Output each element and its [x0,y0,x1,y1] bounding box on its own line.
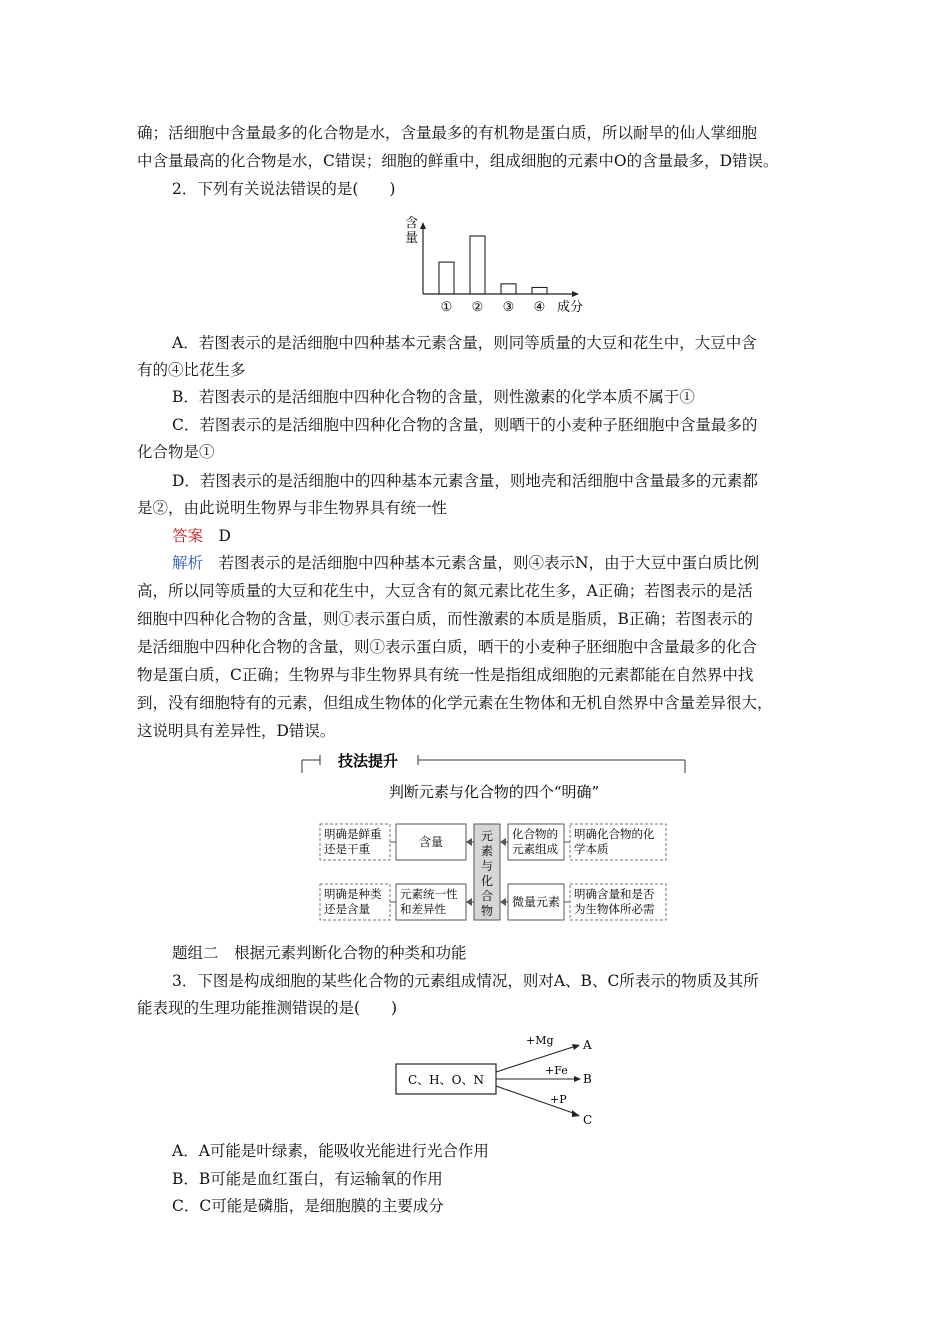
q2-analysis-line2: 高，所以同等质量的大豆和花生中，大豆含有的氮元素比花生多，A正确；若图表示的是活 [137,582,753,600]
tick-label-2: ② [471,300,484,315]
bar-4 [532,287,547,294]
skill-box [298,748,690,928]
q3-option-c: C．C可能是磷脂，是细胞膜的主要成分 [172,1197,444,1215]
q2-option-a-line2: 有的④比花生多 [137,361,246,379]
answer-value: D [218,527,231,545]
skill-title: 判断元素与化合物的四个“明确” [388,783,600,801]
br-outer-1: 明确含量和是否 [574,887,655,901]
analysis-text-0: 若图表示的是活细胞中四种基本元素含量，则④表示N，由于大豆中蛋白质比例 [218,554,760,572]
skill-header: 技法提升 [338,752,399,770]
q2-analysis-line3: 细胞中四种化合物的含量，则①表示蛋白质，而性激素的本质是脂质，B正确；若图表示的 [137,610,753,628]
q2-analysis-line5: 物是蛋白质，C正确；生物界与非生物界具有统一性是指组成细胞的元素都能在自然界中找 [137,666,754,684]
center-char-6: 物 [480,904,494,918]
tr-outer-2: 学本质 [574,842,609,856]
q3-option-b: B．B可能是血红蛋白，有运输氧的作用 [172,1170,443,1188]
q2-option-c-line1: C．若图表示的是活细胞中四种化合物的含量，则晒干的小麦种子胚细胞中含量最多的 [172,416,758,434]
tr-inner-2: 元素组成 [512,842,558,856]
tr-inner-1: 化合物的 [512,827,558,841]
br-outer-2: 为生物体所必需 [574,902,655,916]
intro-line-2: 中含量最高的化合物是水，C错误；细胞的鲜重中，组成细胞的元素中O的含量最多，D错误。 [137,152,779,170]
bl-inner-1: 元素统一性 [400,887,458,901]
q2-analysis-line7: 这说明具有差异性，D错误。 [137,722,336,740]
answer-label: 答案 [172,527,204,545]
bar-3 [501,284,516,294]
center-char-5: 合 [480,889,494,903]
tick-label-1: ① [440,300,453,315]
chart-y-arrow [420,222,426,229]
q2-analysis-line6: 到，没有细胞特有的元素，但组成生物体的化学元素在生物体和无机自然界中含量差异很大， [137,694,773,712]
chart-ylabel-bottom: 量 [405,231,419,246]
label-p: +P [550,1093,567,1106]
label-a: A [583,1038,592,1052]
chart-xlabel: 成分 [557,300,584,315]
br-inner: 微量元素 [511,895,561,909]
tl-outer-1: 明确是鲜重 [324,827,382,841]
q2-analysis-line4: 是活细胞中四种化合物的含量，则①表示蛋白质，晒干的小麦种子胚细胞中含量最多的化合 [137,638,758,656]
chart-ylabel-top: 含 [405,216,419,231]
bl-outer-2: 还是含量 [324,902,370,916]
bl-inner-2: 和差异性 [400,902,446,916]
center-char-1: 元 [480,829,494,843]
q3-diagram [390,1030,610,1130]
q2-analysis-line1 [172,552,759,574]
q2-option-d-line1: D．若图表示的是活细胞中的四种基本元素含量，则地壳和活细胞中含量最多的元素都 [172,472,758,490]
q2-option-d-line2: 是②，由此说明生物界与非生物界具有统一性 [137,499,448,517]
label-b: B [583,1072,592,1086]
q2-option-a-line1: A．若图表示的是活细胞中四种基本元素含量，则同等质量的大豆和花生中，大豆中含 [172,334,757,352]
q2-stem: 2．下列有关说法错误的是( ) [172,180,396,198]
tl-outer-2: 还是干重 [324,842,370,856]
q3-stem-line2: 能表现的生理功能推测错误的是( ) [137,999,398,1017]
bl-outer-1: 明确是种类 [324,887,382,901]
label-fe: +Fe [545,1064,568,1077]
intro-line-1: 确；活细胞中含量最多的化合物是水，含量最多的有机物是蛋白质，所以耐旱的仙人掌细胞 [137,124,758,142]
tl-inner: 含量 [418,835,444,849]
tick-label-4: ④ [533,300,546,315]
tr-outer-1: 明确化合物的化 [574,827,655,841]
analysis-label: 解析 [172,554,204,572]
label-mg: +Mg [526,1034,554,1047]
tick-label-3: ③ [502,300,515,315]
center-char-2: 素 [480,844,494,858]
q2-bar-chart [395,210,595,318]
q2-option-c-line2: 化合物是① [137,443,215,461]
group2-heading: 题组二 根据元素判断化合物的种类和功能 [172,944,467,962]
chart-x-arrow [572,291,579,297]
center-char-3: 与 [480,859,494,873]
q2-option-b: B．若图表示的是活细胞中四种化合物的含量，则性激素的化学本质不属于① [172,388,695,406]
label-c: C [583,1113,593,1127]
q3-stem-line1: 3．下图是构成细胞的某些化合物的元素组成情况，则对A、B、C所表示的物质及其所 [172,972,759,990]
bar-2 [470,236,485,294]
center-char-4: 化 [480,874,494,888]
q2-answer [172,525,231,547]
q3-option-a: A．A可能是叶绿素，能吸收光能进行光合作用 [172,1142,489,1160]
bar-1 [439,262,454,294]
element-box-label: C、H、O、N [408,1073,484,1087]
